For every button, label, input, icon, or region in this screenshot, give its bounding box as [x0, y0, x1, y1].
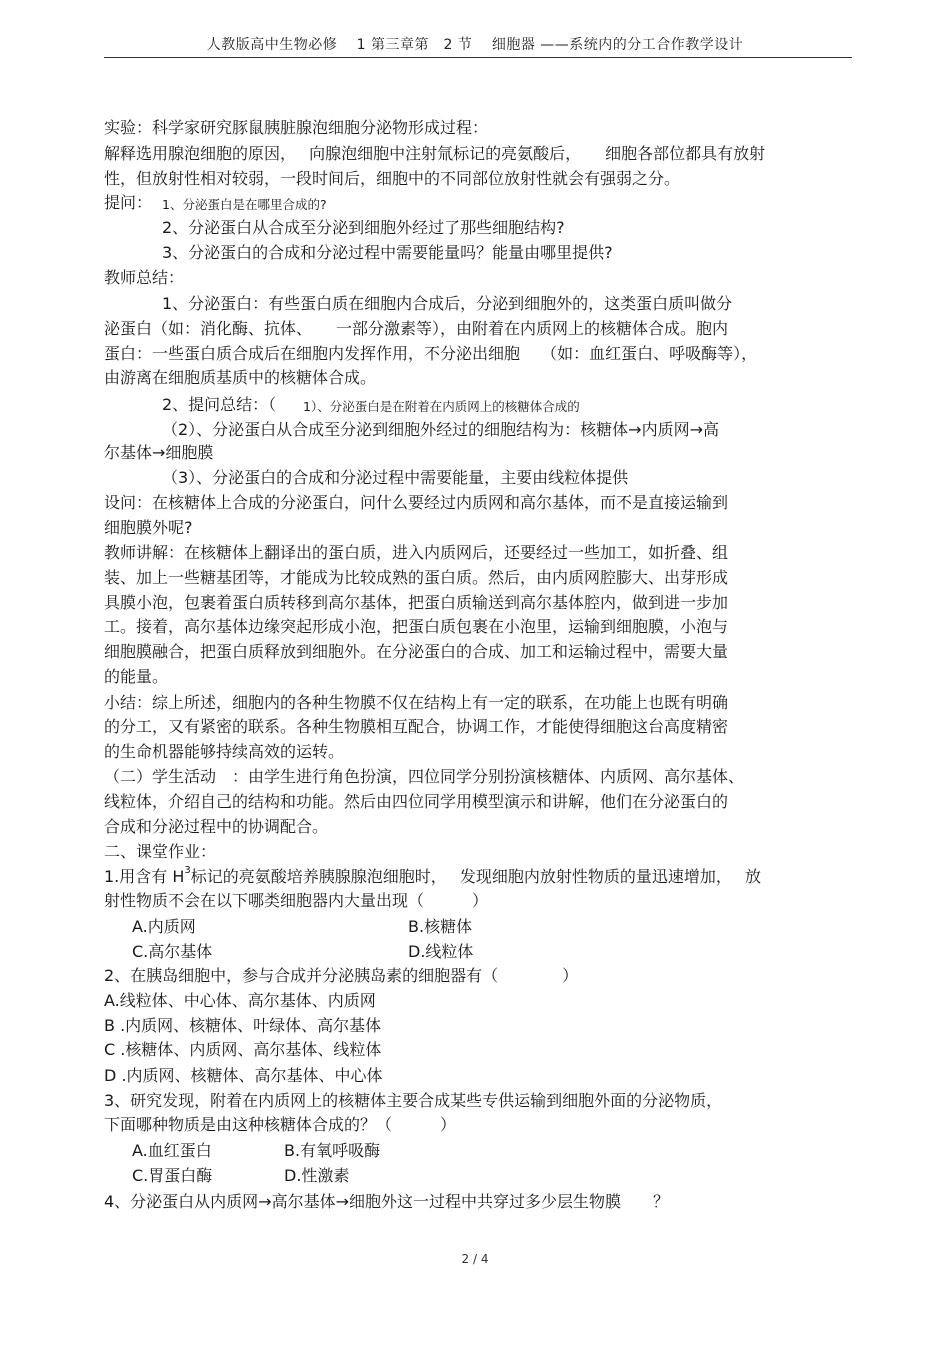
- body-line: 细胞膜融合，把蛋白质释放到细胞外。在分泌蛋白的合成、加工和运输过程中，需要大量: [104, 642, 729, 661]
- question-2: 2、分泌蛋白从合成至分泌到细胞外经过了那些细胞结构?: [162, 218, 565, 237]
- body-line: （二）学生活动 ：由学生进行角色扮演，四位同学分别扮演核糖体、内质网、高尔基体、: [104, 767, 745, 786]
- body-line: 线粒体，介绍自己的结构和功能。然后由四位同学用模型演示和讲解，他们在分泌蛋白的: [104, 792, 729, 811]
- body-line: 尔基体→细胞膜: [104, 443, 214, 462]
- q3-option-a: A.血红蛋白: [132, 1141, 212, 1160]
- summary-item-2: （2）、分泌蛋白从合成至分泌到细胞外经过的细胞结构为：核糖体→内质网→高: [162, 420, 719, 439]
- question-summary-label: 2、提问总结：（: [162, 395, 277, 414]
- body-line: 的分工，又有紧密的联系。各种生物膜相互配合，协调工作，才能使得细胞这台高度精密: [104, 717, 729, 736]
- body-line: 的生命机器能够持续高效的运转。: [104, 742, 345, 761]
- q2-option-c: C .核糖体、内质网、高尔基体、线粒体: [104, 1040, 382, 1059]
- body-line: 1、分泌蛋白：有些蛋白质在细胞内合成后，分泌到细胞外的，这类蛋白质叫做分: [162, 294, 733, 313]
- question-3: 3、分泌蛋白的合成和分泌过程中需要能量吗？能量由哪里提供?: [162, 243, 613, 262]
- experiment-line: 实验：科学家研究豚鼠胰脏腺泡细胞分泌物形成过程：: [104, 118, 489, 137]
- q1-option-b: B.核糖体: [408, 917, 473, 936]
- header-divider: [104, 57, 852, 58]
- body-line: 的能量。: [104, 667, 169, 686]
- body-line: 教师讲解：在核糖体上翻译出的蛋白质，进入内质网后，还要经过一些加工，如折叠、组: [104, 543, 729, 562]
- q4-stem: 4、分泌蛋白从内质网→高尔基体→细胞外这一过程中共穿过多少层生物膜 ？: [104, 1192, 669, 1211]
- q2-stem: 2、在胰岛细胞中，参与合成并分泌胰岛素的细胞器有（ ）: [104, 966, 579, 985]
- homework-heading: 二、课堂作业：: [104, 842, 217, 861]
- body-line: 具膜小泡，包裹着蛋白质转移到高尔基体，把蛋白质输送到高尔基体腔内，做到进一步加: [104, 593, 729, 612]
- q2-option-d: D .内质网、核糖体、高尔基体、中心体: [104, 1066, 383, 1085]
- summary-item-1: 1）、分泌蛋白是在附着在内质网上的核糖体合成的: [303, 399, 580, 414]
- q3-option-c: C.胃蛋白酶: [132, 1166, 213, 1185]
- question-1: 1、分泌蛋白是在哪里合成的?: [162, 197, 327, 212]
- body-line: 小结：综上所述，细胞内的各种生物膜不仅在结构上有一定的联系，在功能上也既有明确: [104, 693, 729, 712]
- q2-option-b: B .内质网、核糖体、叶绿体、高尔基体: [104, 1016, 382, 1035]
- q3-stem-line2: 下面哪种物质是由这种核糖体合成的？（ ）: [104, 1115, 457, 1134]
- q1-stem: [104, 867, 761, 887]
- q1-stem-pre: 1.用含有 H: [104, 867, 185, 886]
- body-line: 工。接着，高尔基体边缘突起形成小泡，把蛋白质包裹在小泡里，运输到细胞膜，小泡与: [104, 617, 729, 636]
- body-line: 合成和分泌过程中的协调配合。: [104, 817, 329, 836]
- body-line: 设问：在核糖体上合成的分泌蛋白，问什么要经过内质网和高尔基体，而不是直接运输到: [104, 493, 729, 512]
- body-line: 泌蛋白（如：消化酶、抗体、 一部分激素等），由附着在内质网上的核糖体合成。胞内: [104, 319, 729, 338]
- q1-superscript: 3: [184, 865, 191, 876]
- page-number: 2 / 4: [461, 1252, 489, 1266]
- q1-stem-post: 标记的亮氨酸培养胰腺腺泡细胞时， 发现细胞内放射性物质的量迅速增加， 放: [190, 867, 761, 886]
- body-line: 蛋白：一些蛋白质合成后在细胞内发挥作用，不分泌出细胞 （如：血红蛋白、呼吸酶等），: [104, 344, 758, 363]
- body-line: 性，但放射性相对较弱，一段时间后，细胞中的不同部位放射性就会有强弱之分。: [104, 169, 681, 188]
- q3-stem-line1: 3、研究发现，附着在内质网上的核糖体主要合成某些专供运输到细胞外面的分泌物质，: [104, 1091, 723, 1110]
- question-label: 提问：: [104, 193, 153, 212]
- q1-stem-line2: 射性物质不会在以下哪类细胞器内大量出现（ ）: [104, 891, 489, 910]
- q3-option-b: B.有氧呼吸酶: [284, 1141, 381, 1160]
- page-header: 人教版高中生物必修 1 第三章第 2 节 细胞器 ——系统内的分工合作教学设计: [206, 37, 744, 53]
- q1-option-c: C.高尔基体: [132, 942, 213, 961]
- body-line: 装、加上一些糖基团等，才能成为比较成熟的蛋白质。然后，由内质网腔膨大、出芽形成: [104, 568, 729, 587]
- body-line: 由游离在细胞质基质中的核糖体合成。: [104, 368, 377, 387]
- body-line: 解释选用腺泡细胞的原因， 向腺泡细胞中注射氚标记的亮氨酸后， 细胞各部位都具有放射: [104, 144, 766, 163]
- teacher-summary-heading: 教师总结：: [104, 268, 185, 287]
- q2-option-a: A.线粒体、中心体、高尔基体、内质网: [104, 991, 376, 1010]
- q1-option-a: A.内质网: [132, 917, 196, 936]
- q1-option-d: D.线粒体: [408, 942, 474, 961]
- body-line: 细胞膜外呢?: [104, 518, 193, 537]
- summary-item-3: （3）、分泌蛋白的合成和分泌过程中需要能量，主要由线粒体提供: [162, 468, 629, 487]
- q3-option-d: D.性激素: [284, 1166, 350, 1185]
